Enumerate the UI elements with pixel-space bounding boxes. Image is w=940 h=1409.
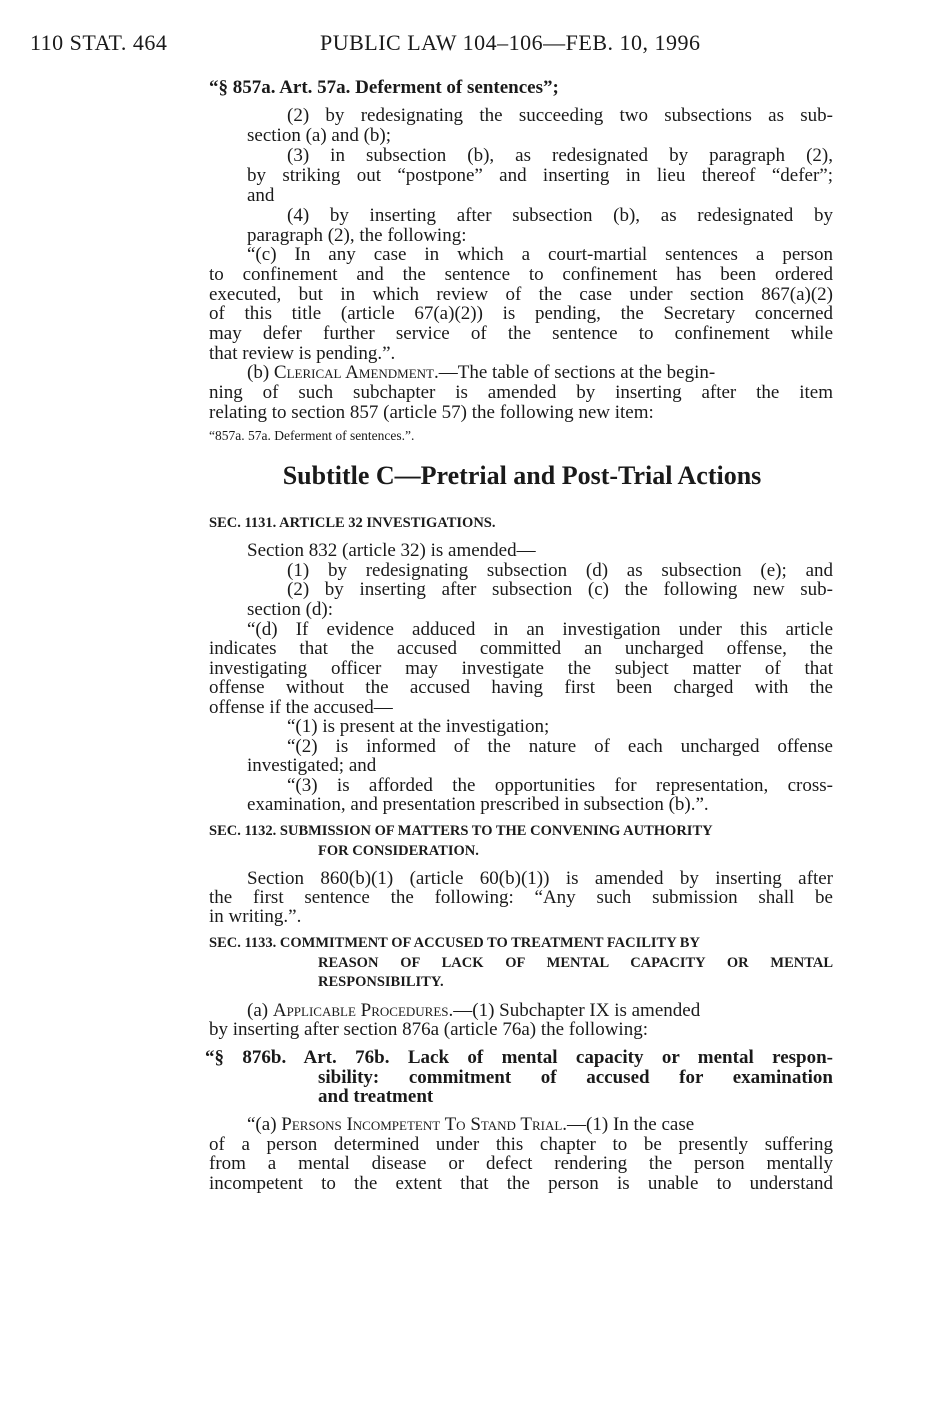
section-1132-heading: SEC. 1132. SUBMISSION OF MATTERS TO THE CONVENING AUTHORITY xyxy=(209,823,713,839)
table-item: “857a. 57a. Deferment of sentences.”. xyxy=(209,428,415,443)
body-line: Section 832 (article 32) is amended— xyxy=(247,540,536,561)
body-line: to confinement and the sentence to confinement has been ordered xyxy=(209,264,833,285)
paragraph-text: .—(1) Subchapter IX is amended xyxy=(448,1000,701,1021)
body-line: ning of such subchapter is amended by inserting after the item xyxy=(209,382,833,403)
body-line: offense without the accused having first been charged with the xyxy=(209,677,833,698)
body-line: “(d) If evidence adduced in an investigation under this article xyxy=(247,619,833,640)
section-1133-heading: SEC. 1133. COMMITMENT OF ACCUSED TO TREATMENT FACILITY BY xyxy=(209,935,700,951)
paragraph-heading: Persons Incompetent To Stand Trial xyxy=(281,1114,563,1135)
page-reference: 110 STAT. 464 xyxy=(30,30,168,55)
body-line: the first sentence the following: “Any such submission shall be xyxy=(209,887,833,908)
body-line: (4) by inserting after subsection (b), as redesignated by xyxy=(287,205,833,226)
section-876b-heading-cont: sibility: commitment of accused for examination xyxy=(318,1067,833,1088)
paragraph-heading: Applicable Procedures xyxy=(272,1000,449,1021)
section-1132-heading-cont: FOR CONSIDERATION. xyxy=(318,843,479,859)
paragraph-marker: “(a) xyxy=(247,1114,282,1135)
paragraph-text: .—The table of sections at the begin- xyxy=(434,362,716,383)
body-line: “(1) is present at the investigation; xyxy=(287,716,550,737)
body-line: by striking out “postpone” and inserting in lieu thereof “defer”; xyxy=(247,165,833,186)
body-line: indicates that the accused committed an uncharged offense, the xyxy=(209,638,833,659)
body-line xyxy=(247,1115,833,1135)
subtitle-heading: Subtitle C—Pretrial and Post-Trial Actions xyxy=(282,461,762,490)
body-line: and xyxy=(247,185,275,206)
body-line: section (a) and (b); xyxy=(247,125,392,146)
body-line: that review is pending.”. xyxy=(209,343,396,364)
body-line: incompetent to the extent that the person is unable to understand xyxy=(209,1173,833,1194)
body-line: (2) by inserting after subsection (c) the following new sub- xyxy=(287,579,833,600)
body-line: “(2) is informed of the nature of each uncharged offense xyxy=(287,736,833,757)
body-line: by inserting after section 876a (article 76a) the following: xyxy=(209,1019,648,1040)
body-line: “(c) In any case in which a court-martial sentences a person xyxy=(247,244,833,265)
body-line: section (d): xyxy=(247,599,334,620)
section-857a-heading: “§ 857a. Art. 57a. Deferment of sentences”; xyxy=(209,77,559,98)
body-line: offense if the accused— xyxy=(209,697,393,718)
body-line: (2) by redesignating the succeeding two subsections as sub- xyxy=(287,105,833,126)
paragraph-marker: (b) xyxy=(247,362,274,383)
body-line: investigated; and xyxy=(247,755,377,776)
body-line: of this title (article 67(a)(2)) is pending, the Secretary concerned xyxy=(209,303,833,324)
body-line: (3) in subsection (b), as redesignated by paragraph (2), xyxy=(287,145,833,166)
running-title: PUBLIC LAW 104–106—FEB. 10, 1996 xyxy=(320,30,701,55)
paragraph-marker: (a) xyxy=(247,1000,273,1021)
body-line: from a mental disease or defect rendering the person mentally xyxy=(209,1153,833,1174)
body-line: executed, but in which review of the case under section 867(a)(2) xyxy=(209,284,833,305)
body-line: relating to section 857 (article 57) the following new item: xyxy=(209,402,654,423)
body-line: “(3) is afforded the opportunities for representation, cross- xyxy=(287,775,833,796)
section-876b-heading-cont: and treatment xyxy=(318,1086,434,1107)
section-1133-heading-cont: RESPONSIBILITY. xyxy=(318,974,444,990)
body-line: paragraph (2), the following: xyxy=(247,225,467,246)
section-1131-heading: SEC. 1131. ARTICLE 32 INVESTIGATIONS. xyxy=(209,515,496,531)
body-line: (1) by redesignating subsection (d) as subsection (e); and xyxy=(287,560,833,581)
section-1133-heading-cont: REASON OF LACK OF MENTAL CAPACITY OR MENTAL xyxy=(318,955,833,971)
body-line: of a person determined under this chapter to be presently suffering xyxy=(209,1134,833,1155)
body-line: investigating officer may investigate the subject matter of that xyxy=(209,658,833,679)
body-line: may defer further service of the sentence to confinement while xyxy=(209,323,833,344)
body-line: examination, and presentation prescribed in subsection (b).”. xyxy=(247,794,709,815)
body-line xyxy=(247,363,833,383)
paragraph-heading: Clerical Amendment xyxy=(273,362,434,383)
section-876b-heading: “§ 876b. Art. 76b. Lack of mental capacity or mental respon- xyxy=(205,1047,833,1068)
body-line: in writing.”. xyxy=(209,906,302,927)
paragraph-text: .—(1) In the case xyxy=(562,1114,695,1135)
body-line xyxy=(247,1001,833,1021)
body-line: Section 860(b)(1) (article 60(b)(1)) is amended by inserting after xyxy=(247,868,833,889)
